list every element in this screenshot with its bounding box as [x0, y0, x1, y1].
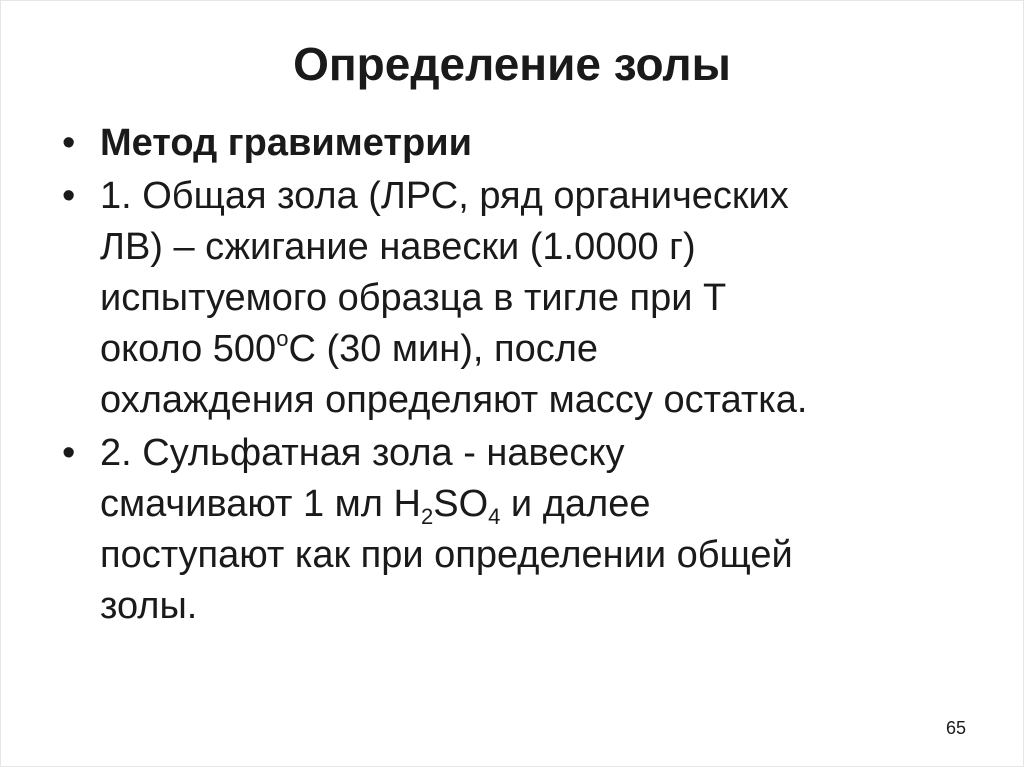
bullet-marker: • [62, 432, 76, 474]
bullet-list [62, 118, 982, 634]
bullet-item-method [62, 118, 982, 169]
text-line-formula [100, 479, 982, 530]
text-line: охлаждения определяют массу остатка. [100, 379, 808, 421]
bullet-text [100, 171, 982, 426]
text-line: золы. [100, 585, 198, 627]
text-line: ЛВ) – сжигание навески (1.0000 г) [100, 226, 696, 268]
bullet-item-total-ash [62, 171, 982, 426]
text-line: Метод гравиметрии [100, 122, 472, 164]
text-line: испытуемого образца в тигле при Т [100, 277, 727, 319]
bullet-text [100, 118, 982, 169]
text-fragment: и далее [500, 483, 651, 525]
page-number: 65 [945, 718, 966, 738]
text-fragment: С (30 мин), после [288, 328, 599, 370]
formula-subscript: 2 [420, 504, 434, 529]
text-fragment: смачивают 1 мл Н [100, 483, 421, 525]
slide-title: Определение золы [293, 38, 731, 90]
formula-subscript: 4 [488, 504, 501, 529]
bullet-marker: • [62, 122, 76, 164]
text-fragment: около 500 [100, 328, 277, 370]
bullet-text [100, 428, 982, 632]
text-line: 1. Общая зола (ЛРС, ряд органических [100, 175, 789, 217]
degree-superscript: о [276, 326, 289, 351]
text-line: поступают как при определении общей [100, 534, 793, 576]
text-line: 2. Сульфатная зола - навеску [100, 432, 625, 474]
text-fragment: SO [433, 483, 489, 525]
text-line-temperature [100, 324, 982, 375]
bullet-marker: • [62, 175, 76, 217]
bullet-item-sulfate-ash [62, 428, 982, 632]
